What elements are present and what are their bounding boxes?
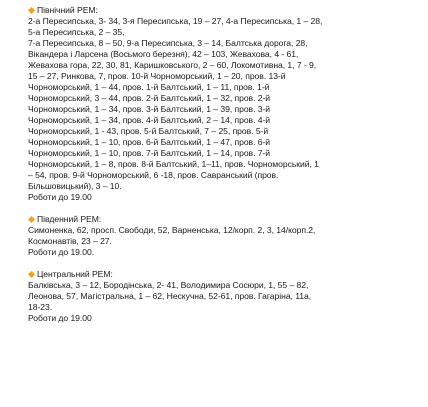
text-line: Космонавтів, 23 – 27. [28,236,112,246]
heading-text: Південний РЕМ: [37,214,102,224]
text-line: Чорноморський, 1 – 10, пров. 6-й Балтський, 1 – 47, пров. 6-й [28,137,271,147]
working-hours: Роботи до 19.00 [28,313,92,323]
text-line: Чорноморський, 1 – 44, пров. 1-й Балтський, 1 – 11, пров. 1-й [28,82,270,92]
text-line: 15 – 27, Ринкова, 7, пров. 10-й Чорноморський, 1 – 20, пров. 13-й [28,71,286,81]
text-line: Балківська, 3 – 12, Бородінська, 2- 41, Володимира Сосюри, 1, 55 – 82, [28,280,309,290]
orange-diamond-icon [28,271,35,278]
heading-text: Північний РЕМ: [37,5,98,15]
text-line: Чорноморський, 1 – 34, пров. 3-й Балтський, 1 – 39, пров. 3-й [28,104,271,114]
section-heading [28,5,420,16]
heading-text: Центральний РЕМ: [37,269,113,279]
text-line: Леонова, 57, Магістральна, 1 – 62, Нескучна, 52-61, пров. Гагаріна, 11а, [28,291,312,301]
section-heading [28,214,420,225]
text-line: 2-а Пересипська, 3- 34, 3-я Пересипська, 19 – 27, 4-а Пересипська, 1 – 28, [28,16,323,26]
working-hours: Роботи до 19.00 [28,192,92,202]
text-line: Чорноморський, 1 – 10, пров. 7-й Балтський, 1 – 14, пров. 7-й [28,148,271,158]
text-line: 5-а Пересипська, 2 – 35, [28,27,125,37]
orange-diamond-icon [28,216,35,223]
text-line: Чорноморський, 3 – 44, пров. 2-й Балтський, 1 – 32, пров. 2-й [28,93,271,103]
section-northern-rem [28,5,420,203]
text-line: – 54, пров. 9-й Чорноморський, 6 -18, пров. Савранський (пров. [28,170,279,180]
outage-notice-document [28,5,420,335]
section-central-rem [28,269,420,324]
text-line: Чорноморський, 1 - 43, пров. 5-й Балтський, 7 – 25, пров. 5-й [28,126,269,136]
text-line: Чорноморський, 1 – 34, пров. 4-й Балтський, 2 – 14, пров. 4-й [28,115,271,125]
text-line: Симоненка, 62, просп. Свободи, 52, Варненська, 12/корп. 2, 3, 14/корп.2, [28,225,316,235]
text-line: Більшовицький), 3 – 10. [28,181,122,191]
orange-diamond-icon [28,7,35,14]
text-line: Жевахова гора, 22, 30, 81, Каришковського, 2 – 60, Локомотивна, 1, 7 - 9, [28,60,317,70]
text-line: 7-а Пересипська, 8 – 50, 9-а Пересипська, 3 – 14, Балтська дорога, 28, [28,38,308,48]
working-hours: Роботи до 19.00. [28,247,95,257]
text-line: 18-23. [28,302,53,312]
text-line: Чорноморський, 1 – 8, пров. 8-й Балтський, 1–11, пров. Чорноморський, 1 [28,159,319,169]
section-southern-rem [28,214,420,258]
section-heading [28,269,420,280]
text-line: Вікандера і Ларсена (Восьмого березня), 42 – 103, Жевахова, 4 - 61, [28,49,299,59]
